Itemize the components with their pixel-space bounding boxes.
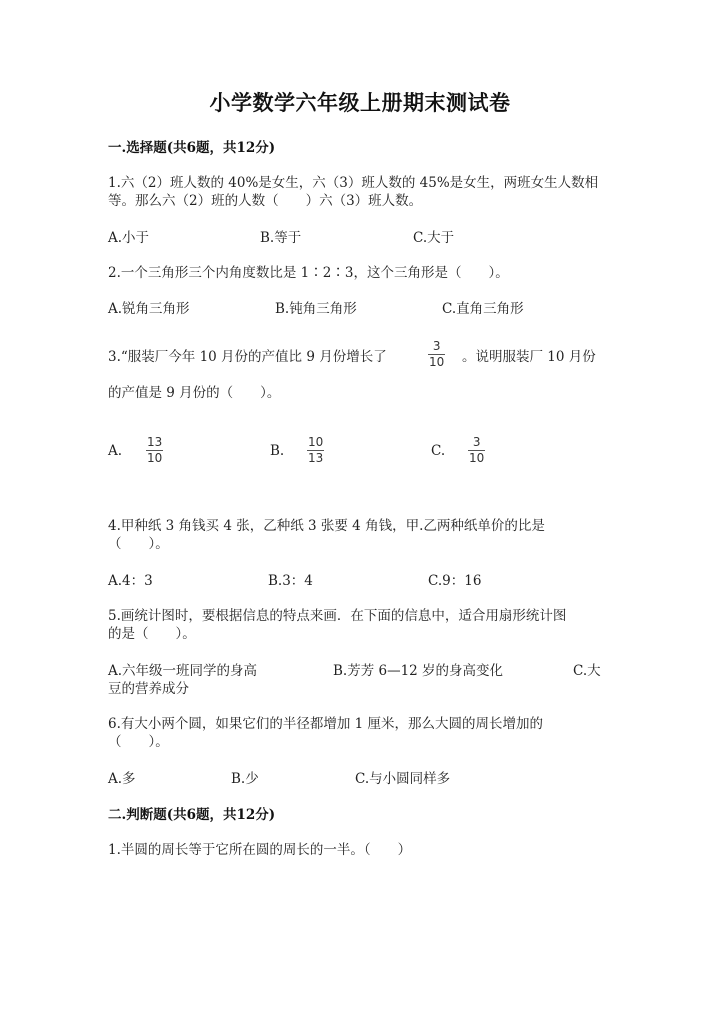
- q3-option-c-fraction: [468, 436, 485, 465]
- judge-q1-text: 1.半圆的周长等于它所在圆的周长的一半。（ ）: [108, 842, 412, 858]
- q6-option-a: A.多: [108, 771, 136, 787]
- q3-text-part1: 3.“服装厂今年 10 月份的产值比 9 月份增长了: [108, 349, 387, 365]
- fraction-numerator: 13: [147, 435, 163, 449]
- section-heading-judge: 二.判断题(共6题，共12分): [108, 807, 276, 823]
- q3-text-line2: 的产值是 9 月份的（ ）。: [108, 385, 281, 401]
- q4-option-a: A.4：3: [108, 573, 153, 589]
- q2-option-c: C.直角三角形: [442, 301, 524, 317]
- q4-option-b: B.3：4: [268, 573, 313, 589]
- fraction-numerator: 3: [432, 339, 441, 353]
- q5-option-c: C.大: [573, 663, 601, 679]
- q3-option-c-label: C.: [431, 443, 446, 459]
- q6-text-line1: 6.有大小两个圆，如果它们的半径都增加 1 厘米，那么大圆的周长增加的: [108, 716, 544, 732]
- q3-option-b-label: B.: [270, 443, 285, 459]
- q5-option-a: A.六年级一班同学的身高: [108, 663, 258, 679]
- page-title: 小学数学六年级上册期末测试卷: [209, 90, 511, 115]
- q6-option-b: B.少: [231, 771, 259, 787]
- section-heading-choice: 一.选择题(共6题，共12分): [108, 140, 276, 156]
- q1-text-line2: 等。那么六（2）班的人数（ ）六（3）班人数。: [108, 193, 423, 209]
- q3-option-a-label: A.: [108, 443, 123, 459]
- q5-text-line2: 的是（ ）。: [108, 626, 196, 642]
- q4-text-line1: 4.甲种纸 3 角钱买 4 张，乙种纸 3 张要 4 角钱，甲.乙两种纸单价的比是: [108, 518, 545, 534]
- q3-text-part2: 。说明服装厂 10 月份: [462, 349, 596, 365]
- fraction-denominator: 10: [469, 451, 485, 465]
- fraction-denominator: 13: [308, 451, 324, 465]
- q1-option-c: C.大于: [413, 230, 455, 246]
- q2-text: 2.一个三角形三个内角度数比是 1∶2∶3，这个三角形是（ ）。: [108, 265, 509, 281]
- fraction-denominator: 10: [429, 355, 445, 369]
- q3-option-b-fraction: [307, 436, 324, 465]
- fraction-denominator: 10: [147, 451, 163, 465]
- fraction-numerator: 10: [308, 435, 324, 449]
- q6-text-line2: （ ）。: [108, 734, 169, 750]
- q5-option-c-cont: 豆的营养成分: [108, 681, 189, 697]
- q6-option-c: C.与小圆同样多: [355, 771, 451, 787]
- q1-option-a: A.小于: [108, 230, 150, 246]
- q3-option-a-fraction: [146, 436, 163, 465]
- fraction-numerator: 3: [472, 435, 481, 449]
- q3-fraction: [428, 340, 445, 369]
- q5-option-b: B.芳芳 6—12 岁的身高变化: [333, 663, 504, 679]
- q1-text-line1: 1.六（2）班人数的 40%是女生，六（3）班人数的 45%是女生，两班女生人数相: [108, 175, 599, 191]
- q4-text-line2: （ ）。: [108, 536, 169, 552]
- q4-option-c: C.9：16: [428, 573, 482, 589]
- q5-text-line1: 5.画统计图时，要根据信息的特点来画．在下面的信息中，适合用扇形统计图: [108, 608, 567, 624]
- q2-option-a: A.锐角三角形: [108, 301, 190, 317]
- q2-option-b: B.钝角三角形: [275, 301, 357, 317]
- q1-option-b: B.等于: [260, 230, 302, 246]
